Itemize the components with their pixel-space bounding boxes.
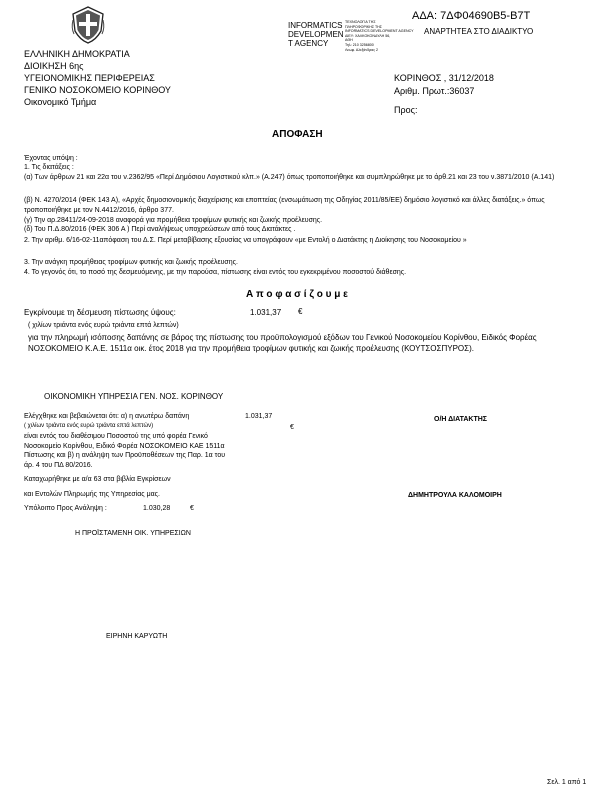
service-checked-label: Ελέγχθηκε και βεβαιώνεται ότι: α) η ανωτέρω δαπάνη xyxy=(24,413,190,420)
header-left-line: ΥΓΕΙΟΝΟΜΙΚΗΣ ΠΕΡΙΦΕΡΕΙΑΣ xyxy=(24,73,155,83)
service-checked-amount: 1.031,37 xyxy=(245,413,273,420)
service-checked-words: ( χιλίων τριάντα ενός ευρώ τριάντα επτά λεπτών) xyxy=(24,423,154,429)
remaining-label: Υπόλοιπο Προς Ανάληψη : xyxy=(24,505,107,512)
considering-item: 2. Την αριθμ. 6/16-02-11απόφαση του Δ.Σ. Περί μεταβίβασης εξουσίας να υπογράφουν «με Εντολή ο Διατάκτης η Διοίκησης του Νοσοκομείου » xyxy=(24,237,467,244)
considering-item: 4. Το γεγονός ότι, το ποσό της δεσμευόμενης, με την παρούσα, πίστωσης είναι εντός του εγκεκριμένου ποσοστού διάθεσης. xyxy=(24,269,407,276)
service-line: Πίστωσης και β) η ανάληψη των Προϋποθέσεων της Παρ. 1α του xyxy=(24,452,226,459)
service-line: άρ. 4 του ΠΔ 80/2016. xyxy=(24,462,93,469)
considering-item: 3. Την ανάγκη προμήθειας τροφίμων φυτικής και ζωικής προέλευσης. xyxy=(24,259,238,266)
service-line: είναι εντός του διαθέσιμου Ποσοστού της υπό φορέα Γενικό xyxy=(24,433,208,440)
recipient-label: Προς: xyxy=(394,105,418,115)
authorizer-title: Ο/Η ΔΙΑΤΑΚΤΗΣ xyxy=(434,416,487,423)
hellenic-republic-emblem-icon xyxy=(70,6,106,44)
header-left-line: ΕΛΛΗΝΙΚΗ ΔΗΜΟΚΡΑΤΙΑ xyxy=(24,49,130,59)
considering-item: (δ) Του Π.Δ.80/2016 (ΦΕΚ 306 Α ) Περί αναλήψεως υποχρεώσεων από τους Διατάκτες . xyxy=(24,226,296,233)
service-line: Νοσοκομείο Κορίνθου, Ειδικό Φορέα ΝΟΣΟΚΟΜΕΙΟ ΚΑΕ 1511α xyxy=(24,443,225,450)
service-currency: € xyxy=(290,424,294,431)
approve-currency: € xyxy=(298,307,303,316)
remaining-amount: 1.030,28 xyxy=(143,505,171,512)
considering-item: 1. Τις διατάξεις : xyxy=(24,164,74,171)
authorizer-name: ΔΗΜΗΤΡΟΥΛΑ ΚΑΛΟΜΟΙΡΗ xyxy=(408,492,502,499)
remaining-currency: € xyxy=(190,505,194,512)
approve-amount: 1.031,37 xyxy=(250,308,282,317)
ada-code: ΑΔΑ: 7ΔΦ04690Β5-Β7Τ xyxy=(412,10,531,22)
approve-amount-words: ( χιλίων τριάντα ενός ευρώ τριάντα επτά λεπτών) xyxy=(28,322,179,329)
protocol-number: Αριθμ. Πρωτ.:36037 xyxy=(394,86,475,96)
ida-small-text: ΤΕΧΝΟΛΟΓΙΑ ΤΗΣ ΠΛΗΡΟΦΟΡΙΚΗΣ ΤΗΣ INFORMATICS DEVELOPMENT AGENCY ΔΙΕΥ: ΧΑΛΚΟΚΟΝΔΥΛΗ 56, ΑΘΗ Τηλ: 210 3256800 Λεωφ. Αλεξάνδρας 2 xyxy=(345,20,414,52)
service-line: Καταχωρήθηκε με α/α 63 στα βιβλία Εγκρίσεων xyxy=(24,476,171,483)
head-title: Η ΠΡΟΪΣΤΑΜΕΝΗ ΟΙΚ. ΥΠΗΡΕΣΙΩΝ xyxy=(75,530,191,537)
ida-logo-line: INFORMATICS xyxy=(288,21,343,30)
page-title: ΑΠΟΦΑΣΗ xyxy=(272,129,323,140)
service-title: ΟΙΚΟΝΟΜΙΚΗ ΥΠΗΡΕΣΙΑ ΓΕΝ. ΝΟΣ. ΚΟΡΙΝΘΟΥ xyxy=(44,392,224,401)
document-date: ΚΟΡΙΝΘΟΣ , 31/12/2018 xyxy=(394,73,494,83)
considering-item: (α) Των άρθρων 21 και 22α του ν.2362/95 «Περί Δημόσιου Λογιστικού κλπ.» (Α.247) όπως τροποποιήθηκε και συμπληρώθηκε με το άρθ.21 και 23 του ν.3871/2010 (Α.141) xyxy=(24,174,555,181)
ida-logo-line: T AGENCY xyxy=(288,39,329,48)
decision-purpose: για την πληρωμή ισόποσης δαπάνης σε βάρος της πίστωσης του προϋπολογισμού εξόδων του Γενικού Νοσοκομείου Κορίνθου, Ειδικός Φορέας ΝΟΣΟΚΟΜΕΙΟ Κ.Α.Ε. 1511α οικ. έτος 2018 για την προμήθεια τροφίμων φυτικής και ζωικής προέλευσης (ΚΟΥΤΣΟΣΠΥΡΟΣ). xyxy=(28,333,537,353)
posted-online-label: ΑΝΑΡΤΗΤΕΑ ΣΤΟ ΔΙΑΔΙΚΤΥΟ xyxy=(424,27,534,36)
considering-item: (β) Ν. 4270/2014 (ΦΕΚ 143 Α), «Αρχές δημοσιονομικής διαχείρισης και εποπτείας (ενσωμάτωση της Οδηγίας 2011/85/ΕΕ) δημόσιο λογιστικό και άλλες διατάξεις.» όπως τροποποιήθηκε με τον Ν.4412/2016, άρθρο 377. xyxy=(24,197,545,214)
decision-heading: Α π ο φ α σ ί ζ ο υ μ ε xyxy=(246,289,348,300)
header-left-line: Οικονομικό Τμήμα xyxy=(24,97,97,107)
header-left-line: ΔΙΟΙΚΗΣΗ 6ης xyxy=(24,61,84,71)
approve-label: Εγκρίνουμε τη δέσμευση πίστωσης ύψους: xyxy=(24,308,176,317)
ida-logo-line: DEVELOPMEN xyxy=(288,30,344,39)
service-line: και Εντολών Πληρωμής της Υπηρεσίας μας. xyxy=(24,491,160,498)
page-number: Σελ. 1 από 1 xyxy=(547,779,587,786)
head-name: ΕΙΡΗΝΗ ΚΑΡΥΩΤΗ xyxy=(106,633,168,640)
considering-item: (γ) Την αρ.28411/24-09-2018 αναφορά για προμήθεια τροφίμων φυτικής και ζωικής προέλευσης. xyxy=(24,217,323,224)
considering-intro: Έχοντας υπόψη : xyxy=(24,155,78,162)
header-left-line: ΓΕΝΙΚΟ ΝΟΣΟΚΟΜΕΙΟ ΚΟΡΙΝΘΟΥ xyxy=(24,85,171,95)
